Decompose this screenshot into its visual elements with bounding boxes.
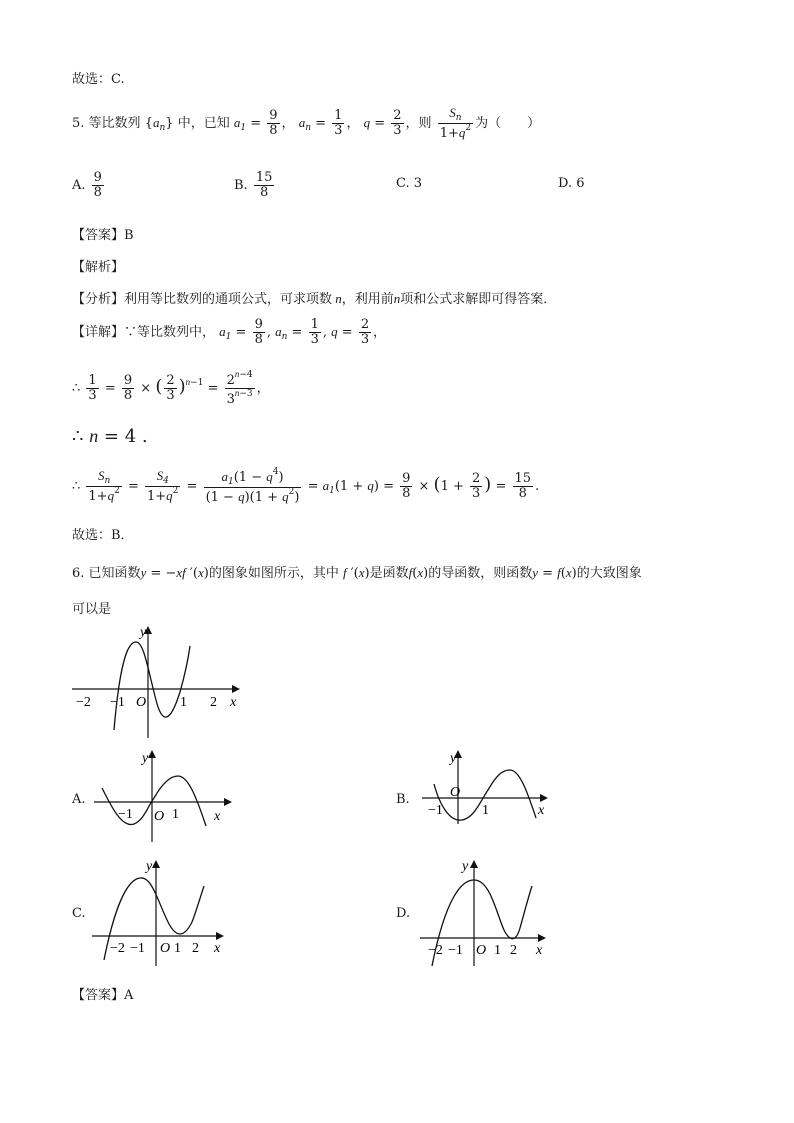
x-axis-arrow — [538, 934, 546, 942]
choice-letter: D. — [558, 176, 573, 191]
answer-value: B — [124, 228, 134, 243]
q6-choice-d-label[interactable]: D. — [396, 906, 411, 921]
x-label: x — [536, 943, 543, 958]
q6-choice-c-label[interactable]: C. — [72, 906, 86, 921]
tick-label: 2 — [192, 941, 199, 956]
y-axis-arrow — [148, 750, 156, 758]
x-label: x — [538, 803, 545, 818]
x-label: x — [230, 695, 237, 710]
tick-label: 2 — [210, 695, 217, 710]
detail-text: ∵等比数列中， — [124, 325, 216, 340]
q5-given-an: $a_n$ = $\frac{1}{3}$ — [298, 108, 343, 138]
q5-stem: 5. 等比数列 $\{a_n\}$ 中，已知 $a_1$ = $\frac{9}{8}$ ， $a_n$ = $\frac{1}{3}$ ， q = $\frac{2}{3}$ ，则 $\frac{S_n}{1+q^2}$ 为（ ） — [72, 104, 541, 142]
q6-stem-c: 是函数 — [369, 566, 409, 581]
q5-detail-line — [72, 312, 386, 357]
q5-conclusion: 故选：B． — [72, 528, 134, 543]
q6-choice-c-graph[interactable] — [88, 856, 233, 971]
tick-label: 1 — [494, 943, 501, 958]
q6-given-graph — [70, 620, 250, 740]
q5-choice-a[interactable] — [72, 164, 106, 208]
tick-label: 1 — [482, 803, 489, 818]
x-label: x — [214, 941, 221, 956]
q5-stem-a: 等比数列 — [88, 116, 141, 131]
q5-fenxi-line: 【分析】利用等比数列的通项公式，可求项数 n，利用前n项和公式求解即可得答案． — [72, 291, 557, 307]
tick-label: −2 — [110, 941, 125, 956]
q5-given-q: q = $\frac{2}{3}$ — [363, 108, 402, 138]
q6-stem-e: 的大致图象 — [576, 566, 642, 581]
q5-target-expr: $\frac{S_n}{1+q^2}$ — [439, 104, 472, 142]
q6-choice-a-label[interactable]: A. — [72, 792, 86, 807]
q5-analysis-tag: 【解析】 — [72, 260, 125, 275]
q5-set-notation: $\{a_n\}$ — [144, 115, 174, 133]
q5-stem-b: 中，已知 — [177, 116, 230, 131]
q5-given-a1: $a_1$ = $\frac{9}{8}$ — [233, 108, 278, 138]
tick-label: −2 — [76, 695, 91, 710]
y-label: y — [450, 751, 457, 766]
choice-value: 6 — [576, 176, 585, 191]
tick-label: 1 — [172, 807, 179, 822]
q5-stem-c: ，则 — [405, 116, 432, 131]
tick-label: −1 — [110, 695, 125, 710]
q5-choice-d[interactable] — [558, 176, 585, 191]
tick-label: 1 — [174, 941, 181, 956]
y-label: y — [140, 625, 147, 640]
q5-answer-line — [72, 224, 134, 243]
origin-label: O — [450, 785, 461, 800]
choice-numerator: 9 — [93, 170, 102, 186]
q5-stem-d: 为（ ） — [475, 116, 541, 131]
x-axis-arrow — [224, 798, 232, 806]
q5-number: 5. — [72, 116, 85, 131]
tick-label: −1 — [428, 803, 443, 818]
q6-stem-d: 的导函数，则函数 — [428, 566, 533, 581]
choice-letter: A. — [72, 178, 86, 193]
answer-tag: 【答案】 — [72, 988, 125, 1003]
q5-step-2: ∴ n = 4 . — [72, 426, 148, 447]
q6-number: 6. — [72, 566, 85, 581]
tick-label: −1 — [448, 943, 463, 958]
origin-label: O — [136, 695, 147, 710]
detail-given: $a_1$ = $\frac{9}{8}$ , $a_n$ = $\frac{1}{3}$ , q = $\frac{2}{3}$ ， — [219, 317, 387, 347]
tick-label: −1 — [118, 807, 133, 822]
y-axis-arrow — [470, 860, 478, 868]
q5-step-3: ∴ $\frac{S_n}{1+q^2}$ = $\frac{S_4}{1+q^2}$ = $\frac{a_1(1 - q^4)}{(1 - q)(1 + q^2)}$ = $a_1(1 + q)$ = $\frac{9}{8}$ × (1 + $\frac{2}{3}$ ) = $\frac{15}{8}$ . — [72, 466, 540, 506]
x-label: x — [214, 809, 221, 824]
tick-label: 1 — [180, 695, 187, 710]
q5-choice-b[interactable] — [234, 164, 276, 208]
q6-choice-b-label[interactable]: B. — [396, 792, 410, 807]
choice-denominator: 8 — [259, 185, 269, 200]
q6-stem-b: 的图象如图所示，其中 — [208, 566, 339, 581]
choice-numerator: 15 — [255, 170, 273, 186]
q6-choice-a-graph[interactable] — [90, 748, 235, 843]
answer-value: A — [124, 988, 134, 1003]
fenxi-tag: 【分析】 — [72, 292, 125, 307]
q6-stem-line-2: 可以是 — [72, 602, 112, 617]
tick-label: −2 — [428, 943, 443, 958]
tick-label: −1 — [130, 941, 145, 956]
q6-choice-b-graph[interactable] — [418, 748, 558, 828]
choice-letter: B. — [234, 178, 248, 193]
fenxi-text: 项和公式求解即可得答案． — [400, 292, 557, 307]
x-axis-arrow — [540, 794, 548, 802]
y-label: y — [146, 859, 153, 874]
origin-label: O — [160, 941, 171, 956]
q5-choice-c[interactable] — [396, 176, 422, 191]
x-axis-arrow — [232, 685, 240, 693]
answer-tag: 【答案】 — [72, 228, 125, 243]
q5-step-1: ∴ $\frac{1}{3}$ = $\frac{9}{8}$ × ( $\frac{2}{3}$ )$^{n-1}$ = $\frac{2^{n-4}}{3^{n-3}}$ ， — [72, 369, 270, 407]
fenxi-text: 利用等比数列的通项公式，可求项数 — [124, 292, 333, 307]
choice-value: 3 — [413, 176, 423, 191]
x-axis-arrow — [216, 932, 224, 940]
q6-stem-line-1: 6. 已知函数y = −xf ′(x)的图象如图所示，其中 f ′(x)是函数f(x)的导函数，则函数y = f(x)的大致图象 — [72, 565, 642, 581]
origin-label: O — [476, 943, 487, 958]
q6-stem-a: 已知函数 — [88, 566, 141, 581]
prev-conclusion: 故选：C. — [72, 72, 125, 87]
q6-answer-line — [72, 984, 133, 1003]
y-label: y — [462, 859, 469, 874]
fenxi-text: ，利用前 — [341, 292, 394, 307]
choice-denominator: 8 — [93, 185, 102, 200]
tick-label: 2 — [510, 943, 517, 958]
detail-tag: 【详解】 — [72, 325, 125, 340]
curve — [114, 642, 190, 730]
choice-letter: C. — [396, 176, 410, 191]
y-axis-arrow — [152, 860, 160, 868]
q6-choice-d-graph[interactable] — [416, 856, 556, 971]
origin-label: O — [154, 809, 165, 824]
y-label: y — [142, 751, 149, 766]
